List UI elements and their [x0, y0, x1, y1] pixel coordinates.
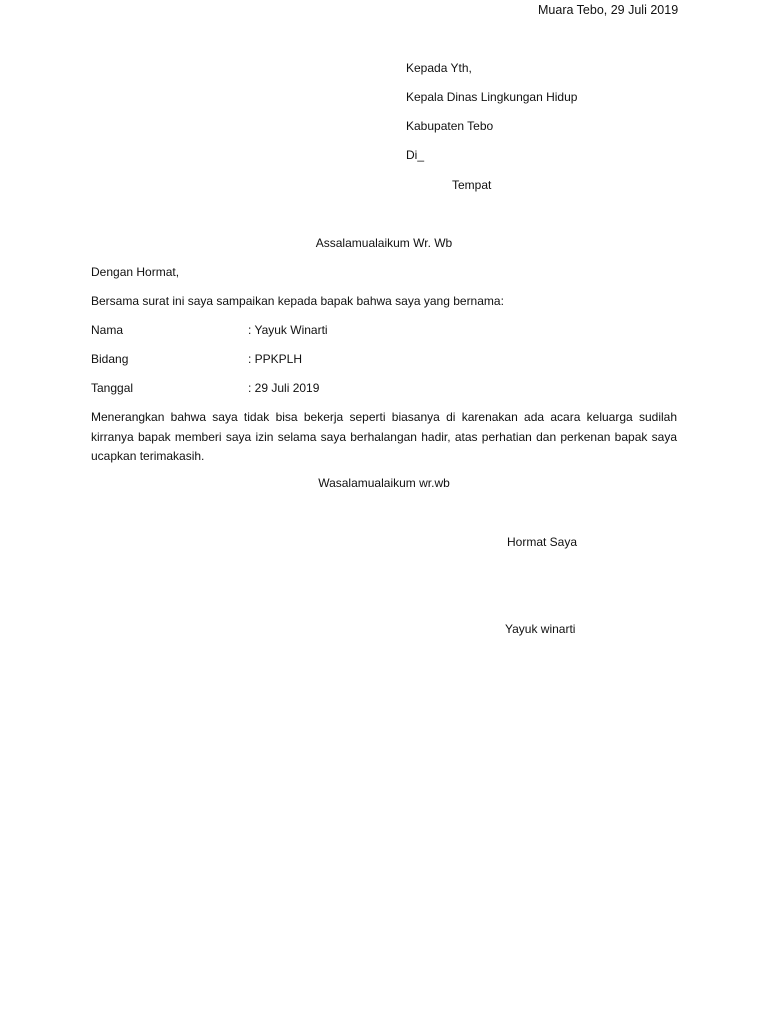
salutation: Dengan Hormat, — [91, 265, 180, 279]
field-label-nama: Nama — [91, 323, 124, 337]
recipient-line-5: Tempat — [452, 178, 492, 192]
recipient-line-4: Di_ — [406, 148, 425, 162]
closing-greeting: Wasalamualaikum wr.wb — [318, 476, 450, 490]
recipient-line-2: Kepala Dinas Lingkungan Hidup — [406, 90, 578, 104]
opening-greeting: Assalamualaikum Wr. Wb — [315, 236, 453, 250]
intro-sentence: Bersama surat ini saya sampaikan kepada bapak bahwa saya yang bernama: — [91, 294, 504, 308]
field-value-bidang: : PPKPLH — [248, 352, 303, 366]
field-value-tanggal: : 29 Juli 2019 — [248, 381, 320, 395]
place-date: Muara Tebo, 29 Juli 2019 — [538, 3, 679, 17]
recipient-line-3: Kabupaten Tebo — [406, 119, 494, 133]
signer-name: Yayuk winarti — [505, 622, 576, 636]
recipient-line-1: Kepada Yth, — [406, 61, 472, 75]
field-label-tanggal: Tanggal — [91, 381, 134, 395]
closing-phrase: Hormat Saya — [507, 535, 578, 549]
field-label-bidang: Bidang — [91, 352, 129, 366]
body-paragraph: Menerangkan bahwa saya tidak bisa bekerja seperti biasanya di karenakan ada acara keluarga sudilah kirranya bapak memberi saya izin selama saya berhalangan hadir, atas perhatian dan perkenan bapak saya ucapkan terimakasih. — [91, 410, 677, 463]
field-value-nama: : Yayuk Winarti — [248, 323, 328, 337]
